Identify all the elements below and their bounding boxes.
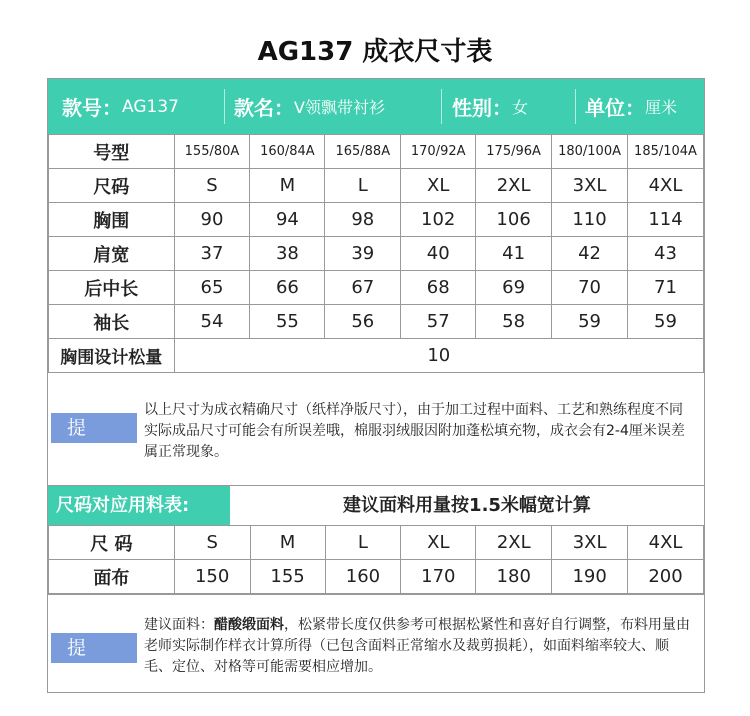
table-cell: 180/100A <box>552 135 628 169</box>
row-label: 面布 <box>49 560 175 594</box>
table-cell: 58 <box>476 305 552 339</box>
reminder-text <box>144 615 696 678</box>
style-name-label: 款名： <box>234 96 294 120</box>
table-row <box>49 203 704 237</box>
fabric-name: 醋酸缎面料 <box>214 617 284 633</box>
fabric-table <box>48 525 704 594</box>
fabric-table-subtitle: 建议面料用量按1.5米幅宽计算 <box>343 495 591 516</box>
fabric-suggest-prefix: 建议面料： <box>144 617 214 633</box>
table-cell: 3XL <box>552 169 628 203</box>
table-cell: 42 <box>552 237 628 271</box>
table-cell: 160/84A <box>250 135 325 169</box>
table-cell: 67 <box>325 271 401 305</box>
row-label: 肩宽 <box>49 237 175 271</box>
table-row <box>49 237 704 271</box>
table-cell: 160 <box>325 560 401 594</box>
table-cell: 68 <box>401 271 476 305</box>
table-cell: 38 <box>250 237 325 271</box>
table-row <box>49 305 704 339</box>
table-cell: 170 <box>401 560 476 594</box>
fabric-table-title: 尺码对应用料表: <box>48 486 230 526</box>
style-name-value: V领飘带衬衫 <box>294 98 385 117</box>
table-cell: 200 <box>628 560 704 594</box>
reminder-text: 以上尺寸为成衣精确尺寸（纸样净版尺寸），由于加工过程中面料、工艺和熟练程度不同实际成品尺寸可能会有所误差哦，棉服羽绒服因附加蓬松填充物，成衣会有2-4厘米误差属正常现象。 <box>144 402 685 460</box>
table-row <box>49 560 704 594</box>
table-cell: XL <box>401 526 476 560</box>
table-cell: 165/88A <box>325 135 401 169</box>
table-cell: 4XL <box>628 169 704 203</box>
table-cell: 190 <box>552 560 628 594</box>
info-header-bar <box>48 79 704 134</box>
row-label: 号型 <box>49 135 175 169</box>
table-cell: 4XL <box>628 526 704 560</box>
table-cell: 170/92A <box>401 135 476 169</box>
row-label: 尺码 <box>49 169 175 203</box>
table-cell: 90 <box>174 203 250 237</box>
table-cell: 150 <box>174 560 250 594</box>
table-cell: XL <box>401 169 476 203</box>
table-cell: 41 <box>476 237 552 271</box>
table-cell: 106 <box>476 203 552 237</box>
table-cell: 56 <box>325 305 401 339</box>
table-cell: 102 <box>401 203 476 237</box>
ease-value: 10 <box>174 339 703 373</box>
table-cell: 98 <box>325 203 401 237</box>
table-cell: L <box>325 526 401 560</box>
table-cell: 3XL <box>552 526 628 560</box>
table-cell: 2XL <box>476 169 552 203</box>
table-cell: 69 <box>476 271 552 305</box>
gender-value: 女 <box>512 98 529 117</box>
ease-label: 胸围设计松量 <box>49 339 175 373</box>
table-cell: 110 <box>552 203 628 237</box>
table-row <box>49 526 704 560</box>
row-label: 后中长 <box>49 271 175 305</box>
table-row <box>49 169 704 203</box>
table-cell: 65 <box>174 271 250 305</box>
fabric-suggest-text: ，松紧带长度仅供参考可根据松紧性和喜好自行调整，布料用量由老师实际制作样衣计算所得（已包含面料正常缩水及裁剪损耗），如面料缩率较大、顺毛、定位、对格等可能需要相应增加。 <box>144 617 690 675</box>
table-cell: 43 <box>628 237 704 271</box>
table-cell: 185/104A <box>628 135 704 169</box>
table-row <box>49 339 704 373</box>
table-cell: 155/80A <box>174 135 250 169</box>
style-code <box>62 79 179 134</box>
table-cell: 71 <box>628 271 704 305</box>
fabric-header <box>48 485 704 525</box>
unit-value: 厘米 <box>645 98 678 117</box>
table-cell: 155 <box>250 560 325 594</box>
table-cell: 55 <box>250 305 325 339</box>
gender-label: 性别： <box>452 96 512 120</box>
reminder-tag: 提 醒： <box>51 633 137 663</box>
table-cell: 54 <box>174 305 250 339</box>
table-cell: 40 <box>401 237 476 271</box>
table-cell: 175/96A <box>476 135 552 169</box>
unit <box>585 79 677 134</box>
reminder-note-1 <box>48 372 704 485</box>
table-cell: 114 <box>628 203 704 237</box>
table-cell: 59 <box>628 305 704 339</box>
row-label: 尺 码 <box>49 526 175 560</box>
page-title: AG137 成衣尺寸表 <box>257 37 493 67</box>
table-row <box>49 135 704 169</box>
style-code-label: 款号： <box>62 96 122 120</box>
table-cell: M <box>250 169 325 203</box>
table-cell: 59 <box>552 305 628 339</box>
reminder-tag: 提 醒： <box>51 413 137 443</box>
table-cell: S <box>174 169 250 203</box>
table-cell: 66 <box>250 271 325 305</box>
table-cell: 2XL <box>476 526 552 560</box>
table-cell: 180 <box>476 560 552 594</box>
gender <box>452 79 528 134</box>
unit-label: 单位： <box>585 96 645 120</box>
row-label: 胸围 <box>49 203 175 237</box>
table-cell: 37 <box>174 237 250 271</box>
table-cell: 70 <box>552 271 628 305</box>
table-cell: L <box>325 169 401 203</box>
row-label: 袖长 <box>49 305 175 339</box>
table-cell: 94 <box>250 203 325 237</box>
table-cell: M <box>250 526 325 560</box>
reminder-note-2 <box>48 594 704 693</box>
size-table <box>48 134 704 373</box>
style-name <box>234 79 385 134</box>
table-row <box>49 271 704 305</box>
size-chart-sheet <box>47 78 705 693</box>
style-code-value: AG137 <box>122 96 179 117</box>
table-cell: S <box>174 526 250 560</box>
table-cell: 39 <box>325 237 401 271</box>
table-cell: 57 <box>401 305 476 339</box>
